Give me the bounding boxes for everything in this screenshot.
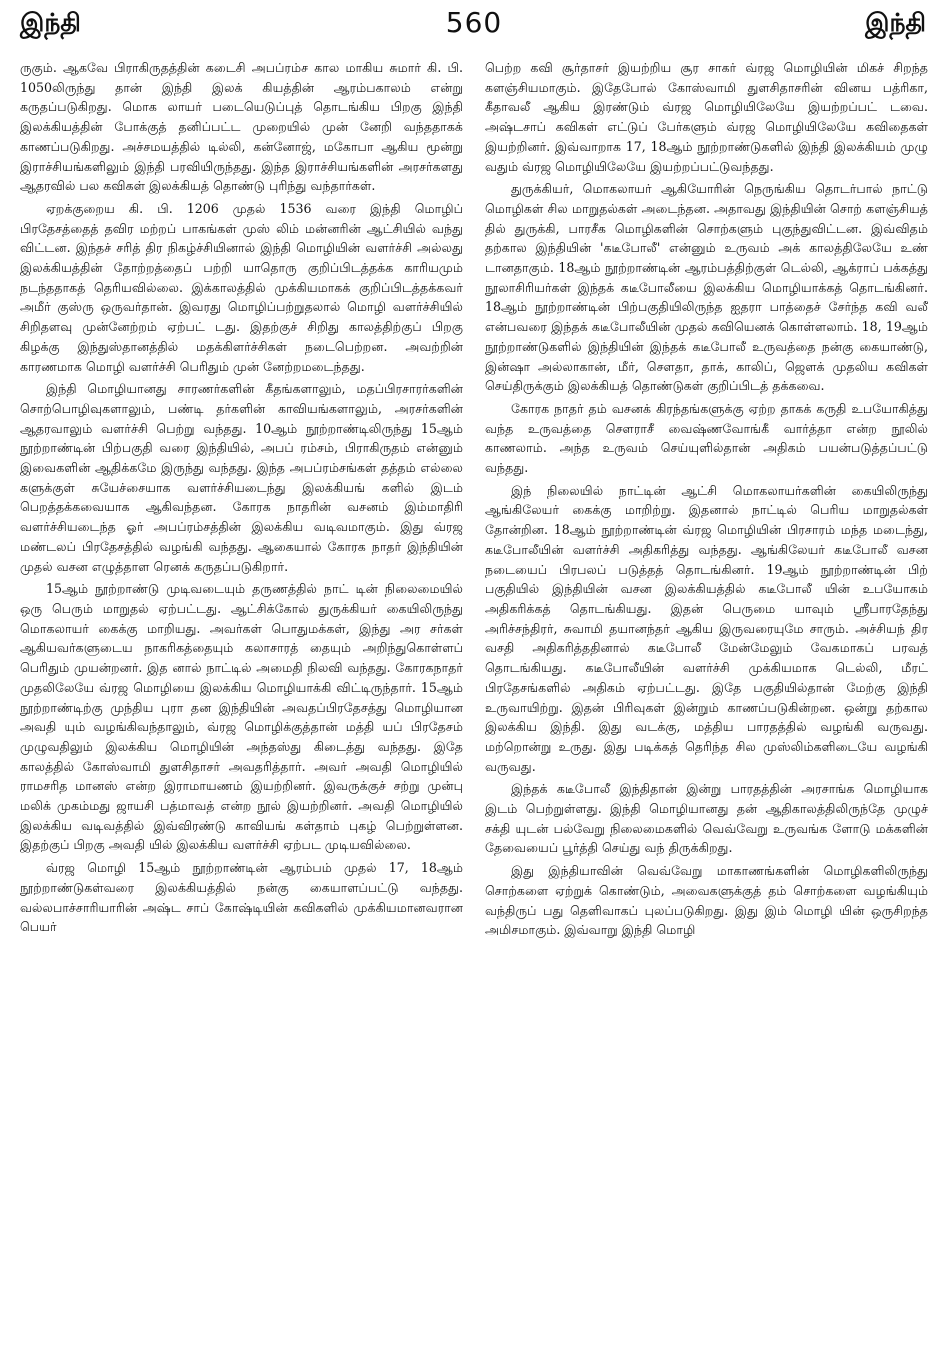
left-column (20, 58, 463, 1358)
paragraph: இந் நிலையில் நாட்டின் ஆட்சி மொகலாயர்களின் கையிலிருந்து ஆங்கிலேயர் கைக்கு மாறிற்று. இதனால் நாட்டில் பெரிய மாறுதல்கள் தோன்றின. 18ஆம் நூற்றாண்டின் வ்ரஜ மொழியின் பிரசாரம் மந்த மடைந்து, கடீபோலீயின் வளர்ச்சி அதிகரித்து வந்தது. ஆங்கிலேயர் கடீபோலீ வசன நடையைப் பிரபலப் படுத்தத் தொடங்கினர். 19ஆம் நூற்றாண்டின் பிற் பகுதியில் இந்தியின் வசன இலக்கியத்தில் கடீபோலீ யின் உபயோகம் அதிகரிக்கத் தொடங்கியது. இதன் பெருமை யாவும் ஸ்ரீபாரதேந்து அரிச்சந்திரர், சுவாமி தயானந்தர் ஆகிய இருவரையுமே சாரும். அச்சியந் திர வசதி அதிகரித்ததினால் கடீபோலீ மேன்மேலும் வேகமாகப் பரவத் தொடங்கியது. கடீபோலீயின் வளர்ச்சி முக்கியமாக டெல்லி, மீரட் பிரதேசங்களில் அதிகம் ஏற்பட்டது. இதே பகுதியில்தான் மேற்கு இந்தி உருவாயிற்று. இதன் பிரிவுகள் இன்றும் காணப்படுகின்றன. ஒன்று தற்கால இலக்கிய இந்தி. இது வடக்கு, மத்திய பாரதத்தில் வழங்கி வருவது. மற்றொன்று உருது. இது படிக்கத் தெரிந்த சில முஸ்லிம்களிடையே வழங்கி வருவது. (485, 482, 928, 774)
paragraph: துருக்கியர், மொகலாயர் ஆகியோரின் நெருங்கிய தொடர்பால் நாட்டு மொழிகள் சில மாறுதல்கள் அடைந்தன. அதாவது இந்தியின் சொற் களஞ்சியத் தில் துருக்கி, பாரசீக மொழிகளின் சொற்களும் புகுந்துவிட்டன. இவ்விதம் தற்கால இந்தியின் 'கடீபோலீ' என்னும் உருவம் அக் காலத்திலேயே உண் டானதாகும். 18ஆம் நூற்றாண்டின் ஆரம்பத்திற்குள் டெல்லி, ஆக்ராப் பக்கத்து நூலாசிரியர்கள் இந்தக் கடீபோலீயை இலக்கிய மொழியாக்கத் தொடங்கினர். 18ஆம் நூற்றாண்டின் பிற்பகுதியிலிருந்த ஐதரா பாத்தைச் சேர்ந்த கவி வலீ என்பவரை இந்தக் கடீபோலீயின் முதல் கவியெனக் கொள்ளலாம். 18, 19ஆம் நூற்றாண்டுகளில் இந்தியின் இந்தக் கடீபோலீ உருவத்தை நன்கு கையாண்டு, இன்ஷா அல்லாகான், மீர், சௌதா, தாக், காலிப், ஜௌக் முதலிய கவிகள் செய்திருக்கும் இலக்கியத் தொண்டுகள் குறிப்பிடத் தக்கவை. (485, 181, 928, 394)
paragraph: ஏறக்குறைய கி. பி. 1206 முதல் 1536 வரை இந்தி மொழிப் பிரதேசத்தைத் தவிர மற்றப் பாகங்கள் முஸ் லிம் மன்னரின் ஆட்சியில் வந்து விட்டன. இந்தச் சரித் திர நிகழ்ச்சியினால் இந்தி மொழியின் வளர்ச்சி அல்லது இலக்கியத்தின் தோற்றத்தைப் பற்றி யாதொரு குறிப்பிடத்தக்க காரியமும் நடந்ததாகத் தெரியவில்லை. இக்காலத்தில் முக்கியமாகக் குறிப்பிடத்தக்கவர் அமீர் குஸ்ரு ஒருவர்தான். இவரது மொழிப்பற்றுதலால் மொழி வளர்ச்சியில் சிறிதளவு முன்னேற்றம் ஏற்பட் டது. இதற்குச் சிறிது காலத்திற்குப் பிறகு கிழக்கு இந்துஸ்தானத்தில் மதக்கிளர்ச்சிகள் நடைபெற்றன. அவற்றின் காரணமாக மொழி வளர்ச்சி பெரிதும் முன் னேற்றமடைந்தது. (20, 200, 463, 374)
paragraph: ருகும். ஆகவே பிராகிருதத்தின் கடைசி அபப்ரம்ச கால மாகிய சுமார் கி. பி. 1050லிருந்து தான் இந்தி இலக் கியத்தின் ஆரம்பகாலம் என்று கருதப்படுகிறது. மொக லாயர் படையெடுப்புத் தொடங்கிய பிறகு இந்தி இலக்கியத்தின் போக்குத் தனிப்பட்ட முறையில் முன் னேறி வந்ததாகக் காணப்படுகிறது. அச்சமயத்தில் டில்லி, கன்னோஜ், மகோபா ஆகிய மூன்று இராச்சியங்களிலும் இந்தி பரவியிருந்தது. இந்த இராச்சியங்களின் அரசர்களது ஆதரவில் பல கவிகள் இலக்கியத் தொண்டு புரிந்து வந்தார்கள். (20, 60, 463, 194)
right-column (485, 58, 928, 1358)
page-header (20, 6, 928, 58)
page-number: 560 (445, 6, 503, 39)
paragraph: பெற்ற கவி சூர்தாசர் இயற்றிய சூர சாகர் வ்ரஜ மொழியின் மிகச் சிறந்த களஞ்சியமாகும். இதேபோல் கோஸ்வாமி துளசிதாசரின் வினய பத்ரிகா, கீதாவலீ ஆகிய இரண்டும் வ்ரஜ மொழியிலேயே இயற்றப்பட் டவை. அஷ்டசாப் கவிகள் எட்டுப் பேர்களும் வ்ரஜ மொழியிலேயே கவிதைகள் இயற்றினர். இவ்வாறாக 17, 18ஆம் நூற்றாண்டுகளில் இந்தி இலக்கியம் முழு வதும் வ்ரஜ மொழியிலேயே இயற்றப்பட்டுவந்தது. (485, 60, 928, 174)
paragraph: இந்தி மொழியானது சாரணர்களின் கீதங்களாலும், மதப்பிரசாரர்களின் சொற்பொழிவுகளாலும், பண்டி தர்களின் காவியங்களாலும், அரசர்களின் ஆதரவாலும் வளர்ச்சி பெற்று வந்தது. 10ஆம் நூற்றாண்டிலிருந்து 15ஆம் நூற்றாண்டின் பிற்பகுதி வரை இந்தியில், அபப் ரம்சம், பிராகிருதம் என்னும் இவைகளின் ஆதிக்கமே இருந்து வந்தது. இந்த அபப்ரம்சங்கள் தத்தம் எல்லை களுக்குள் சுயேச்சையாக வளர்ச்சியடைந்து இலக்கியங் களில் இடம் பெறத்தக்கவையாக ஆகிவந்தன. கோரக நாதரின் வசனம் இம்மாதிரி வளர்ச்சியடைந்த ஓர் அபப்ரம்சத்தின் இலக்கிய வடிவமாகும். இது வ்ரஜ மண்டலப் பிரதேசத்தில் வழங்கி வந்தது. ஆகையால் கோரக நாதர் இந்தியின் முதல் வசன எழுத்தாள ரெனக் கருதப்படுகிறார். (20, 381, 463, 574)
running-head-left: இந்தி (20, 8, 81, 37)
paragraph: 15ஆம் நூற்றாண்டு முடிவடையும் தருணத்தில் நாட் டின் நிலைமையில் ஒரு பெரும் மாறுதல் ஏற்பட்டது. ஆட்சிக்கோல் துருக்கியர் கையிலிருந்து மொகலாயர் கைக்கு மாறியது. அவர்கள் பொதுமக்கள், இந்து அர சர்கள் ஆகியவர்களுடைய நாகரிகத்தையும் கலாசாரத் தையும் அறிந்துகொள்ளப் பெரிதும் முயன்றனர். இத னால் நாட்டில் அமைதி நிலவி வந்தது. கோரகநாதர் முதலிலேயே வ்ரஜ மொழியை இலக்கிய மொழியாக்கி விட்டிருந்தார். 15ஆம் நூற்றாண்டிற்கு முந்திய புரா தன இந்தியின் அவதப்பிரதேசத்து மொழியான அவதி யும் வழங்கிவந்தாலும், வ்ரஜ மொழிக்குத்தான் மத்தி யப் பிரதேசம் முழுவதிலும் இலக்கிய மொழியின் அந்தஸ்து கிடைத்து வந்தது. இதே காலத்தில் கோஸ்வாமி துளசிதாசர் அவதரித்தார். அவர் அவதி மொழியில் ராமசரித மானஸ் என்ற இராமாயணம் இயற்றினர். இவருக்குச் சற்று முன்பு மலிக் முகம்மது ஜாயசி பத்மாவத் என்ற நூல் இயற்றினர். அவதி மொழியில் இலக்கிய வடிவத்தில் இவ்விரண்டு காவியங் கள்தாம் புகழ் பெற்றுள்ளன. இதற்குப் பிறகு அவதி யில் இலக்கிய வளர்ச்சி ஏற்பட முடியவில்லை. (20, 581, 463, 853)
paragraph: இது இந்தியாவின் வெவ்வேறு மாகாணங்களின் மொழிகளிலிருந்து சொற்களை ஏற்றுக் கொண்டும், அவைகளுக்குத் தம் சொற்களை வழங்கியும் வந்திருப் பது தெளிவாகப் புலப்படுகிறது. இது இம் மொழி யின் ஒருசிறந்த அமிசமாகும். இவ்வாறு இந்தி மொழி (485, 863, 928, 938)
text-columns (20, 58, 928, 1358)
paragraph: கோரக நாதர் தம் வசனக் கிரந்தங்களுக்கு ஏற்ற தாகக் கருதி உபயோகித்து வந்த உருவத்தை சௌராசீ வைஷ்ணவோங்கீ வார்த்தா என்ற நூலில் காணலாம். அந்த உருவம் செய்யுளில்தான் அதிகம் பயன்படுத்தப்பட்டு வந்தது. (485, 400, 928, 476)
paragraph: இந்தக் கடீபோலீ இந்திதான் இன்று பாரதத்தின் அரசாங்க மொழியாக இடம் பெற்றுள்ளது. இந்தி மொழியானது தன் ஆதிகாலத்திலிருந்தே முழுச் சக்தி யுடன் பல்வேறு நிலைமைகளில் வெவ்வேறு உருவங்க ளோடு மக்களின் தேவையைப் பூர்த்தி செய்து வந் திருக்கிறது. (485, 781, 928, 856)
running-head-right: இந்தி (865, 8, 926, 37)
paragraph: வ்ரஜ மொழி 15ஆம் நூற்றாண்டின் ஆரம்பம் முதல் 17, 18ஆம் நூற்றாண்டுகள்வரை இலக்கியத்தில் நன்கு கையாளப்பட்டு வந்தது. வல்லபாச்சாரியாரின் அஷ்ட சாப் கோஷ்டியின் கவிகளில் முக்கியமானவரான பெயர் (20, 860, 463, 935)
